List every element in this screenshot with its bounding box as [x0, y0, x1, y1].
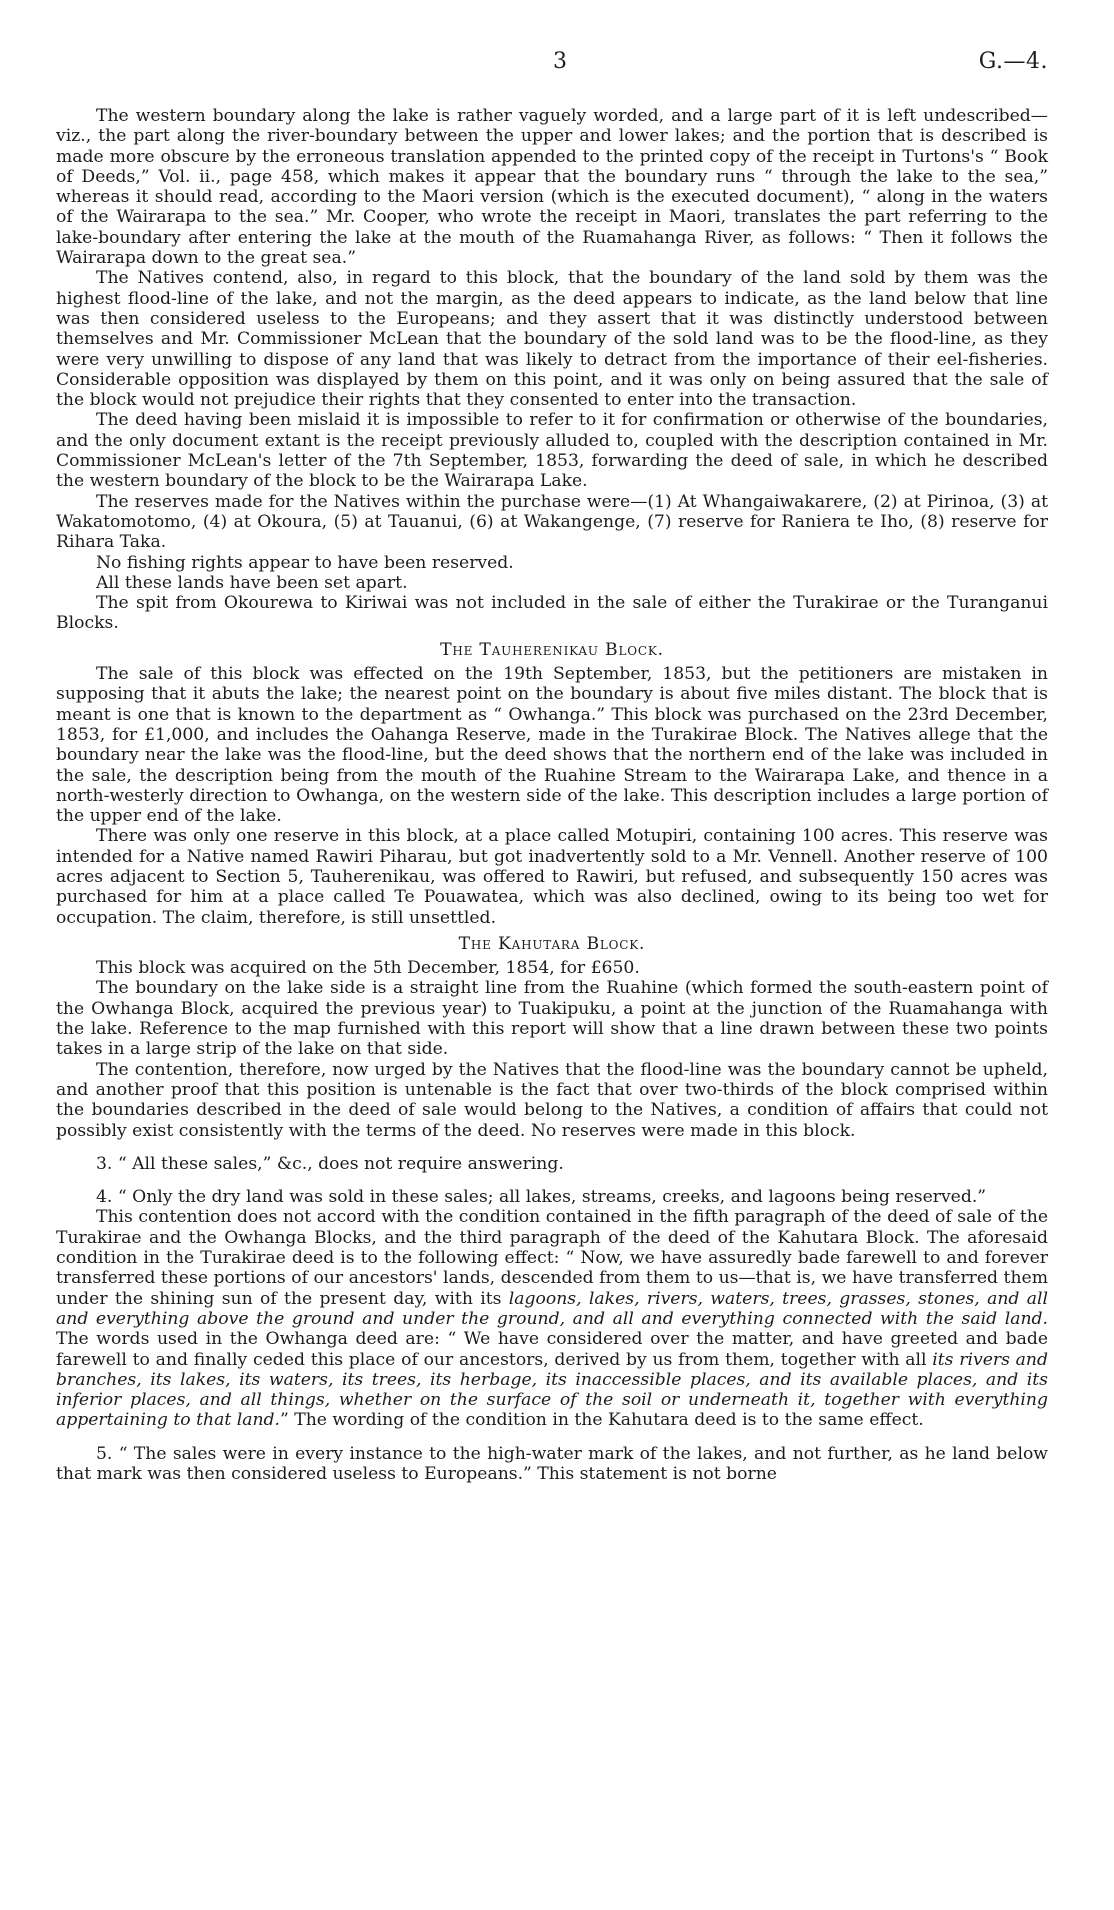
- deed-conditions-quote-1: lagoons, lakes, rivers, waters, trees, grasses, stones, and all and everything above the ground and under the ground, and all and everything connected with the said land.: [56, 1288, 1049, 1329]
- deed-conditions-text-1: This contention does not accord with the condition contained in the fifth paragraph of the deed of sale of the Turakirae and the Owhanga Blocks, and the third paragraph of the deed of the Kahutara Block. The aforesaid condition in the Turakirae deed is to the following effect: “ Now, we have assuredly bade farewell to and forever transferred these portions of our ancestors' lands, descended from them to us—that is, we have transferred them under the shining sun of the present day, with its: [56, 1207, 1048, 1309]
- paragraph-lands-set-apart: All these lands have been set apart.: [96, 572, 408, 593]
- paragraph-deed-conditions: [56, 1207, 1048, 1430]
- paragraph-natives-contend: The Natives contend, also, in regard to this block, that the boundary of the land sold by them was the highest flood-line of the lake, and not the margin, as the deed appears to indicate, as the land below that line was then considered useless to the Europeans; and they assert that it was distinctly understood between themselves and Mr. Commissioner McLean that the boundary of the sold land was to be the flood-line, as they were very unwilling to dispose of any land that was likely to detract from the importance of their eel-fisheries. Considerable opposition was displayed by them on this point, and it was only on being assured that the sale of the block would not prejudice their rights that they consented to enter into the transaction.: [56, 268, 1048, 411]
- paragraph-point-3: 3. “ All these sales,” &c., does not require answering.: [96, 1153, 564, 1174]
- deed-conditions-text-3: ” The wording of the condition in the Kahutara deed is to the same effect.: [279, 1410, 924, 1431]
- heading-tauherenikau-block: The Tauherenikau Block.: [440, 639, 664, 660]
- paragraph-fishing-rights: No fishing rights appear to have been reserved.: [96, 552, 514, 573]
- page-number: 3: [553, 49, 567, 74]
- paragraph-point-5: 5. “ The sales were in every instance to the high-water mark of the lakes, and not further, as he land below that mark was then considered useless to Europeans.” This statement is not borne: [56, 1443, 1048, 1484]
- paragraph-motupiri-reserve: There was only one reserve in this block, at a place called Motupiri, containing 100 acres. This reserve was intended for a Native named Rawiri Piharau, but got inadvertently sold to a Mr. Vennell. Another reserve of 100 acres adjacent to Section 5, Tauherenikau, was offered to Rawiri, but refused, and subsequently 150 acres was purchased for him at a place called Te Pouawatea, which was also declined, owing to its being too wet for occupation. The claim, therefore, is still unsettled.: [56, 826, 1048, 928]
- paragraph-kahutara-acquired: This block was acquired on the 5th December, 1854, for £650.: [96, 958, 640, 979]
- paragraph-kahutara-contention: The contention, therefore, now urged by the Natives that the flood-line was the boundary cannot be upheld, and another proof that this position is untenable is the fact that over two-thirds of the block comprised within the boundaries described in the deed of sale would belong to the Natives, a condition of affairs that could not possibly exist consistently with the terms of the deed. No reserves were made in this block.: [56, 1059, 1048, 1141]
- document-reference: G.—4.: [978, 49, 1048, 74]
- paragraph-spit: The spit from Okourewa to Kiriwai was not included in the sale of either the Turakirae or the Turanganui Blocks.: [56, 593, 1048, 634]
- paragraph-point-4: 4. “ Only the dry land was sold in these sales; all lakes, streams, creeks, and lagoons being reserved.”: [96, 1187, 987, 1208]
- deed-conditions-text-2: The words used in the Owhanga deed are: “ We have considered over the matter, and have greeted and bade farewell to and finally ceded this place of our ancestors, derived by us from them, together with all: [56, 1329, 1048, 1370]
- paragraph-deed-mislaid: The deed having been mislaid it is impossible to refer to it for confirmation or otherwise of the boundaries, and the only document extant is the receipt previously alluded to, coupled with the description contained in Mr. Commissioner McLean's letter of the 7th September, 1853, forwarding the deed of sale, in which he described the western boundary of the block to be the Wairarapa Lake.: [56, 410, 1048, 492]
- paragraph-reserves: The reserves made for the Natives within the purchase were—(1) At Whangaiwakarere, (2) at Pirinoa, (3) at Wakatomotomo, (4) at Okoura, (5) at Tauanui, (6) at Wakangenge, (7) reserve for Raniera te Iho, (8) reserve for Rihara Taka.: [56, 491, 1048, 553]
- paragraph-tauherenikau-sale: The sale of this block was effected on the 19th September, 1853, but the petitioners are mistaken in supposing that it abuts the lake; the nearest point on the boundary is about five miles distant. The block that is meant is one that is known to the department as “ Owhanga.” This block was purchased on the 23rd December, 1853, for £1,000, and includes the Oahanga Reserve, made in the Turakirae Block. The Natives allege that the boundary near the lake was the flood-line, but the deed shows that the northern end of the lake was included in the sale, the description being from the mouth of the Ruahine Stream to the Wairarapa Lake, and thence in a north-westerly direction to Owhanga, on the western side of the lake. This description includes a large portion of the upper end of the lake.: [56, 664, 1048, 827]
- page-header: [56, 49, 1048, 106]
- paragraph-western-boundary: The western boundary along the lake is rather vaguely worded, and a large part of it is left undescribed—viz., the part along the river-boundary between the upper and lower lakes; and the portion that is described is made more obscure by the erroneous translation appended to the printed copy of the receipt in Turtons's “ Book of Deeds,” Vol. ii., page 458, which makes it appear that the boundary runs “ through the lake to the sea,” whereas it should read, according to the Maori version (which is the executed document), “ along in the waters of the Wairarapa to the sea.” Mr. Cooper, who wrote the receipt in Maori, translates the part referring to the lake-boundary after entering the lake at the mouth of the Ruamahanga River, as follows: “ Then it follows the Wairarapa down to the great sea.”: [56, 106, 1048, 269]
- deed-conditions-quote-2: its rivers and branches, its lakes, its waters, its trees, its herbage, its inaccessible places, and its available places, and its inferior places, and all things, whether on the surface of the soil or underneath it, together with everything appertaining to that land.: [56, 1349, 1048, 1431]
- paragraph-kahutara-boundary: The boundary on the lake side is a straight line from the Ruahine (which formed the south-eastern point of the Owhanga Block, acquired the previous year) to Tuakipuku, a point at the junction of the Ruamahanga with the lake. Reference to the map furnished with this report will show that a line drawn between these two points takes in a large strip of the lake on that side.: [56, 978, 1048, 1060]
- heading-kahutara-block: The Kahutara Block.: [458, 933, 646, 954]
